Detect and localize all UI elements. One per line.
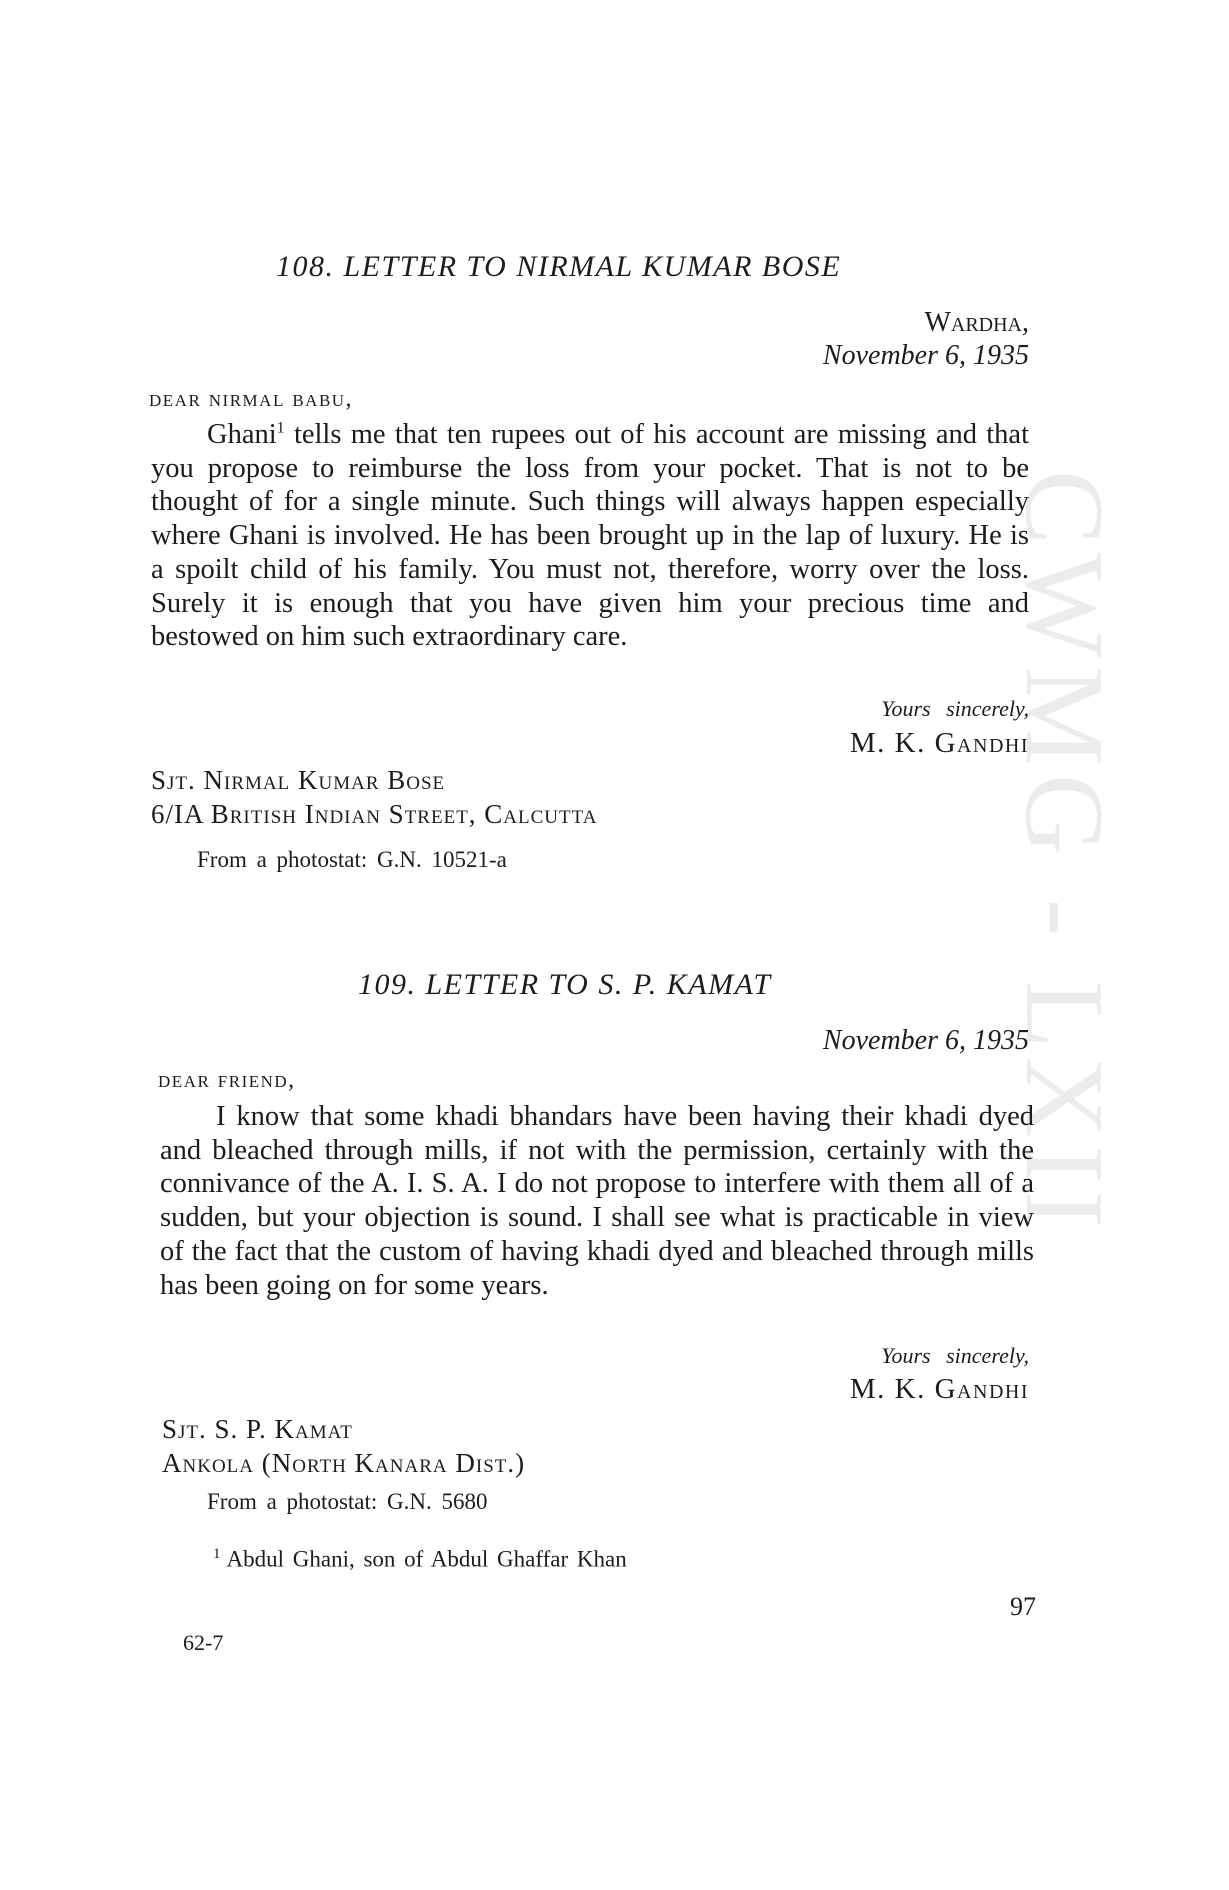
letter-date: November 6, 1935 bbox=[822, 340, 1029, 371]
address-line: Sjt. Nirmal Kumar Bose bbox=[151, 765, 446, 795]
footnote-reference: 1 bbox=[276, 419, 285, 437]
signature: M. K. Gandhi bbox=[849, 727, 1029, 759]
letter-body bbox=[160, 1100, 1034, 1302]
source-note: From a photostat: G.N. 10521-a bbox=[197, 847, 507, 872]
footnote-marker: 1 bbox=[213, 1546, 221, 1562]
page-number: 97 bbox=[1010, 1592, 1036, 1621]
closing: Yours sincerely, bbox=[881, 1343, 1029, 1368]
address-line: 6/IA British Indian Street, Calcutta bbox=[151, 799, 598, 829]
letter-place: Wardha, bbox=[924, 307, 1029, 338]
closing: Yours sincerely, bbox=[881, 696, 1029, 721]
letter-heading: 109. LETTER TO S. P. KAMAT bbox=[358, 968, 772, 1001]
paragraph-text: tells me that ten rupees out of his account are missing and that you propose to reimburse the loss from your pocket. That is not to be thought of for a single minute. Such things will always happen especially where Ghani is involved. He has been brought up in the lap of luxury. He is a spoilt child of his family. You must not, therefore, worry over the loss. Surely it is enough that you have given him your precious time and bestowed on him such extraordinary care. bbox=[151, 419, 1029, 653]
address-line: Sjt. S. P. Kamat bbox=[162, 1414, 353, 1444]
address-line: Ankola (North Kanara Dist.) bbox=[162, 1448, 526, 1478]
footnote bbox=[213, 1546, 627, 1573]
paragraph: I know that some khadi bhandars have been having their khadi dyed and bleached through mills, if not with the permission, certainly with the connivance of the A. I. S. A. I do not propose to interfere with them all of a sudden, but your objection is sound. I shall see what is practicable in view of the fact that the custom of having khadi dyed and bleached through mills has been going on for some years. bbox=[160, 1101, 1034, 1301]
watermark-text: CWMG - LXII bbox=[1002, 470, 1126, 1237]
salutation: dear friend, bbox=[158, 1067, 296, 1093]
footnote-text: Abdul Ghani, son of Abdul Ghaffar Khan bbox=[226, 1546, 627, 1572]
letter-date: November 6, 1935 bbox=[822, 1025, 1029, 1056]
letter-body bbox=[151, 418, 1029, 654]
paragraph-text: Ghani bbox=[207, 419, 277, 450]
signature-mark: 62-7 bbox=[183, 1630, 224, 1655]
signature: M. K. Gandhi bbox=[849, 1373, 1029, 1405]
salutation: dear nirmal babu, bbox=[149, 386, 354, 412]
paragraph bbox=[151, 418, 1029, 654]
letter-heading: 108. LETTER TO NIRMAL KUMAR BOSE bbox=[276, 250, 842, 283]
source-note: From a photostat: G.N. 5680 bbox=[207, 1489, 488, 1514]
